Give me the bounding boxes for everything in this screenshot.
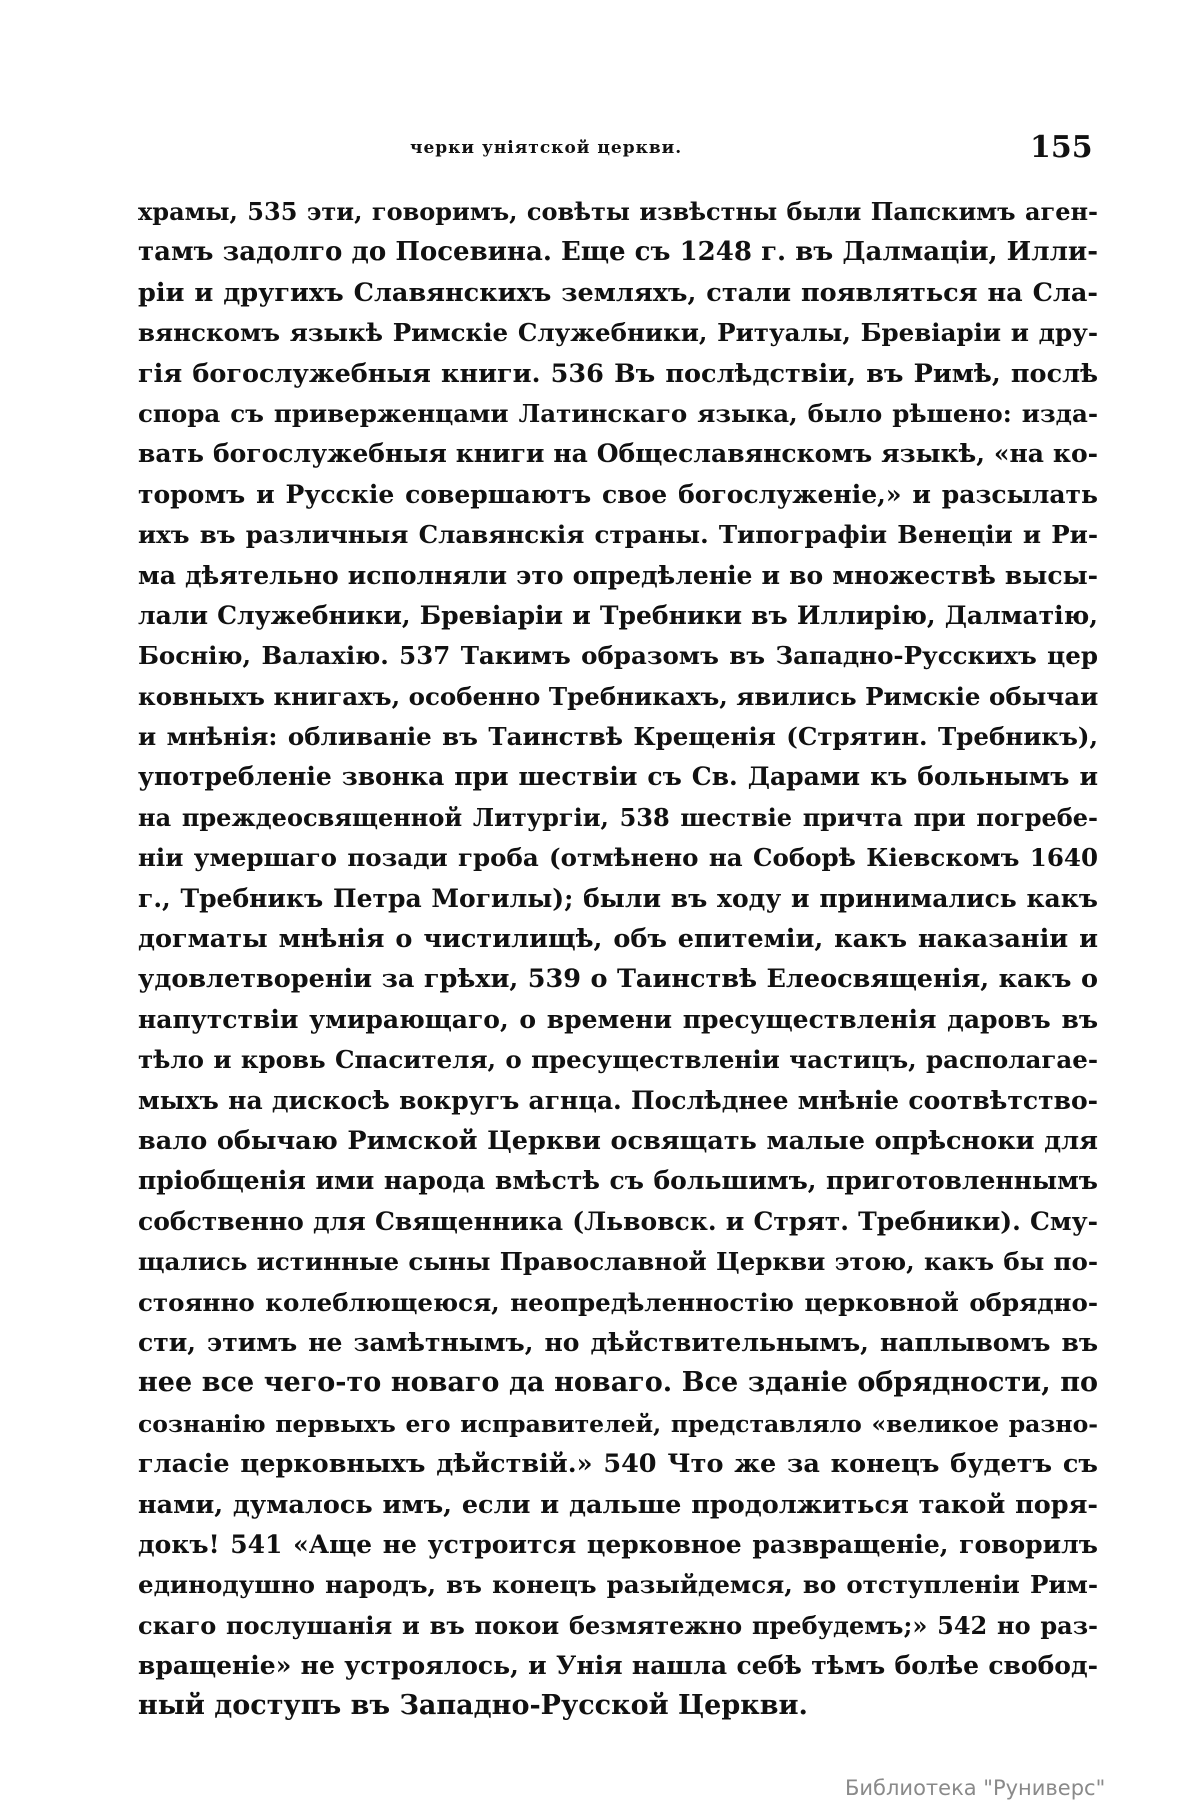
text-line: и мнѣнія: обливаніе въ Таинствѣ Крещенія (Стрятин. Требникъ), — [138, 722, 1098, 752]
text-line: Боснію, Валахію. 537 Такимъ образомъ въ Западно-Русскихъ цер — [138, 641, 1098, 671]
page-header — [0, 130, 1200, 178]
text-line: напутствіи умирающаго, о времени пресуществленія даровъ въ — [138, 1004, 1098, 1034]
text-line: вращеніе» не устроялось, и Унія нашла себѣ тѣмъ болѣе свобод- — [138, 1651, 1098, 1681]
text-line: ный доступъ въ Западно-Русской Церкви. — [138, 1690, 808, 1722]
text-line: докъ! 541 «Аще не устроится церковное развращеніе, говорилъ — [138, 1529, 1098, 1559]
text-line: лали Служебники, Бревіаріи и Требники въ Иллирію, Далматію, — [138, 600, 1098, 630]
text-line: собственно для Священника (Львовск. и Стрят. Требники). Сму- — [138, 1206, 1098, 1236]
text-line: вянскомъ языкѣ Римскіе Служебники, Ритуалы, Бревіаріи и дру- — [138, 318, 1098, 348]
text-line: тѣло и кровь Спасителя, о пресуществленіи частицъ, располагае- — [138, 1045, 1098, 1075]
running-title: черки уніятской церкви. — [410, 138, 683, 158]
text-line: нее все чего-то новаго да новаго. Все зданіе обрядности, по — [138, 1367, 1098, 1399]
text-line: ріи и другихъ Славянскихъ земляхъ, стали появляться на Сла- — [138, 277, 1098, 308]
text-line: сознанію первыхъ его исправителей, представляло «великое разно- — [138, 1409, 1098, 1438]
text-line: ковныхъ книгахъ, особенно Требникахъ, явились Римскіе обычаи — [138, 681, 1099, 711]
text-line: храмы, 535 эти, говоримъ, совѣты извѣстны были Папскимъ аген- — [138, 197, 1098, 226]
text-line: тамъ задолго до Посевина. Еще съ 1248 г. въ Далмаціи, Илли- — [138, 237, 1098, 268]
text-line: пріобщенія ими народа вмѣстѣ съ большимъ, приготовленнымъ — [138, 1166, 1098, 1196]
text-line: удовлетвореніи за грѣхи, 539 о Таинствѣ Елеосвященія, какъ о — [138, 964, 1098, 995]
text-line: гласіе церковныхъ дѣйствій.» 540 Что же за конецъ будетъ съ — [138, 1449, 1098, 1480]
body-text — [138, 192, 1098, 1727]
text-line: сти, этимъ не замѣтнымъ, но дѣйствительнымъ, наплывомъ въ — [138, 1327, 1098, 1357]
text-line: употребленіе звонка при шествіи съ Св. Дарами къ больнымъ и — [138, 762, 1098, 792]
text-line: ніи умершаго позади гроба (отмѣнено на Соборѣ Кіевскомъ 1640 — [138, 843, 1098, 873]
text-line: ма дѣятельно исполняли это опредѣленіе и во множествѣ высы- — [138, 560, 1098, 590]
text-line: гія богослужебныя книги. 536 Въ послѣдствіи, въ Римѣ, послѣ — [138, 358, 1098, 389]
text-line: единодушно народъ, въ конецъ разыйдемся, во отступленіи Рим- — [138, 1570, 1098, 1600]
text-line: спора съ приверженцами Латинскаго языка, было рѣшено: изда- — [138, 398, 1098, 428]
text-line: на преждеосвященной Литургіи, 538 шествіе причта при погребе- — [138, 802, 1098, 832]
text-line: вало обычаю Римской Церкви освящать малые опрѣсноки для — [138, 1125, 1098, 1156]
text-line: вать богослужебныя книги на Общеславянскомъ языкѣ, «на ко- — [138, 439, 1098, 469]
page-number: 155 — [1030, 130, 1093, 165]
text-line: нами, думалось имъ, если и дальше продолжиться такой поря- — [138, 1489, 1098, 1520]
text-line: щались истинные сыны Православной Церкви этою, какъ бы по- — [138, 1247, 1098, 1277]
text-line: мыхъ на дискосѣ вокругъ агнца. Послѣднее мнѣніе соотвѣтство- — [138, 1085, 1098, 1115]
text-line: г., Требникъ Петра Могилы); были въ ходу и принимались какъ — [138, 883, 1098, 913]
text-line: ихъ въ различныя Славянскія страны. Типографіи Венеціи и Ри- — [138, 520, 1098, 550]
text-line: стоянно колеблющеюся, неопредѣленностію церковной обрядно- — [138, 1287, 1098, 1317]
text-line: торомъ и Русскіе совершаютъ свое богослуженіе,» и разсылать — [138, 479, 1098, 509]
library-watermark: Библиотека "Руниверс" — [845, 1776, 1106, 1800]
text-line: скаго послушанія и въ покои безмятежно пребудемъ;» 542 но раз- — [138, 1610, 1098, 1640]
text-line: догматы мнѣнія о чистилищѣ, объ епитеміи, какъ наказаніи и — [138, 924, 1098, 955]
